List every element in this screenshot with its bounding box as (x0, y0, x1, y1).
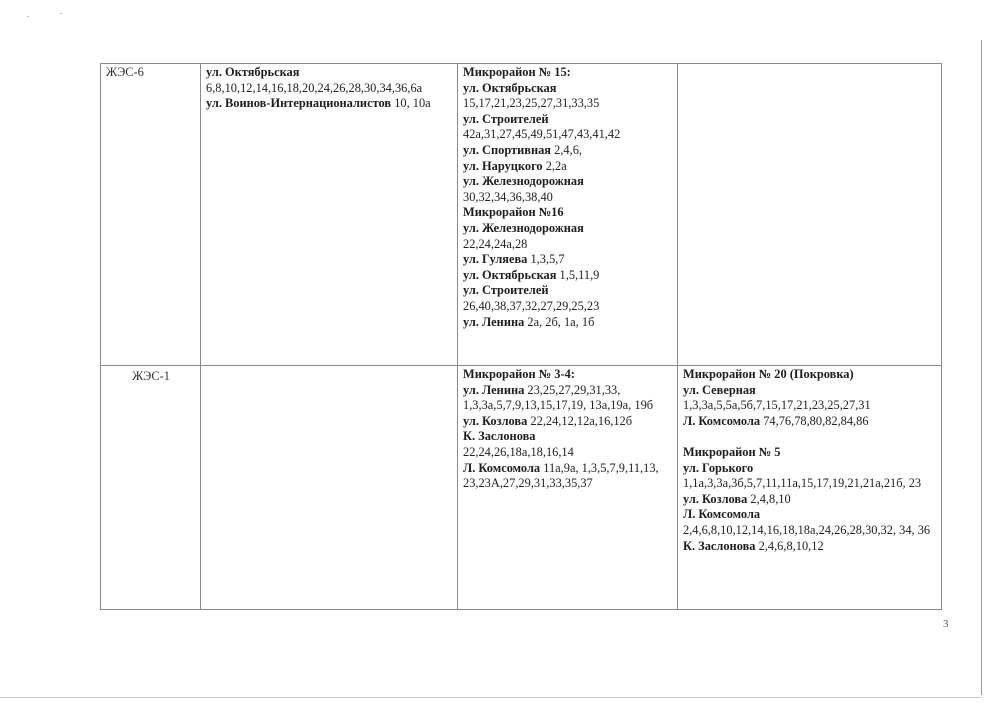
street-entry (463, 159, 673, 175)
street-entry (683, 414, 937, 430)
extra-cell (678, 64, 942, 366)
organization-name: ЖЭС-1 (132, 369, 170, 383)
scan-speck (60, 13, 62, 14)
street-entry (463, 383, 673, 414)
microdistrict-heading: Микрорайон № 20 (Покровка) (683, 367, 854, 381)
house-numbers: 10, 10а (394, 96, 431, 111)
street-entry (463, 174, 673, 205)
microdistrict-heading: Микрорайон № 5 (683, 444, 781, 459)
house-numbers: 6,8,10,12,14,16,18,20,24,26,28,30,34,36,6а (206, 80, 423, 95)
street-entry (463, 252, 673, 268)
house-numbers: 2,2а (545, 158, 567, 173)
streets-cell (201, 366, 458, 610)
street-name: ул. Железнодорожная (463, 174, 584, 189)
streets-cell (201, 64, 458, 366)
house-numbers: 11а,9а, 1,3,5,7,9,11,13, 23,23А,27,29,31,33,35,37 (463, 460, 659, 491)
street-entry (683, 507, 937, 538)
street-entry (463, 112, 673, 143)
microdistrict-heading: Микрорайон № 3-4: (463, 367, 575, 381)
street-entry (683, 461, 937, 492)
street-entry (206, 65, 453, 96)
house-numbers: 2а, 2б, 1а, 1б (527, 314, 595, 329)
street-name: ул. Октябрьская (463, 267, 557, 282)
house-numbers: 23,25,27,29,31,33, 1,3,3а,5,7,9,13,15,17,19, 13а,19а, 19б (463, 382, 654, 413)
microdistrict-cell (458, 366, 678, 610)
house-numbers: 1,5,11,9 (559, 267, 600, 282)
house-numbers: 1,3,3а,5,5а,5б,7,15,17,21,23,25,27,31 (683, 398, 871, 413)
street-name: ул. Октябрьская (463, 80, 557, 95)
house-numbers: 2,4,6, (554, 142, 582, 157)
house-numbers: 22,24,26,18а,18,16,14 (463, 444, 574, 459)
page-number: 3 (943, 618, 949, 630)
house-numbers: 1,1а,3,3а,3б,5,7,11,11а,15,17,19,21,21а,21б, 23 (683, 476, 922, 491)
street-entry (463, 429, 673, 460)
street-name: ул. Горького (683, 460, 754, 475)
street-entry (683, 539, 937, 555)
organization-name: ЖЭС-6 (106, 65, 144, 79)
spacer (683, 429, 937, 445)
street-name: ул. Воинов-Интернационалистов (206, 96, 392, 111)
street-name: ул. Строителей (463, 283, 549, 298)
street-entry (463, 414, 673, 430)
house-numbers: 2,4,8,10 (750, 491, 791, 506)
organization-cell (101, 366, 201, 610)
microdistrict-cell (678, 366, 942, 610)
street-name: Л. Комсомола (683, 413, 761, 428)
table-row (101, 64, 942, 366)
table-row (101, 366, 942, 610)
street-entry (463, 221, 673, 252)
house-numbers: 15,17,21,23,25,27,31,33,35 (463, 96, 600, 111)
street-name: ул. Железнодорожная (463, 220, 584, 235)
microdistrict-heading: Микрорайон №16 (463, 205, 564, 220)
house-numbers: 26,40,38,37,32,27,29,25,23 (463, 298, 600, 313)
organization-cell (101, 64, 201, 366)
house-numbers: 2,4,6,8,10,12,14,16,18,18а,24,26,28,30,32, 34, 36 (683, 522, 931, 537)
street-entry (463, 315, 673, 331)
street-name: ул. Козлова (463, 413, 528, 428)
street-entry (463, 283, 673, 314)
house-numbers: 22,24,24а,28 (463, 236, 528, 251)
street-entry (463, 461, 673, 492)
street-name: К. Заслонова (683, 538, 756, 553)
street-entry (463, 81, 673, 112)
microdistrict-heading: Микрорайон № 15: (463, 65, 571, 79)
scan-speck (27, 16, 29, 17)
street-entry (463, 268, 673, 284)
house-numbers: 1,3,5,7 (530, 252, 565, 267)
street-name: ул. Ленина (463, 382, 525, 397)
address-table (100, 63, 942, 610)
street-name: Л. Комсомола (463, 460, 541, 475)
street-name: Л. Комсомола (683, 507, 761, 522)
street-name: К. Заслонова (463, 429, 536, 444)
house-numbers: 2,4,6,8,10,12 (758, 538, 824, 553)
microdistrict-cell (458, 64, 678, 366)
street-entry (683, 492, 937, 508)
street-name: ул. Ленина (463, 314, 525, 329)
house-numbers: 42а,31,27,45,49,51,47,43,41,42 (463, 127, 621, 142)
street-name: ул. Спортивная (463, 142, 551, 157)
street-entry (463, 143, 673, 159)
street-name: ул. Гуляева (463, 252, 528, 267)
street-entry (206, 96, 453, 112)
street-name: ул. Северная (683, 382, 756, 397)
street-entry (683, 383, 937, 414)
page-edge (981, 40, 982, 695)
street-name: ул. Козлова (683, 491, 748, 506)
street-name: ул. Строителей (463, 111, 549, 126)
street-name: ул. Наруцкого (463, 158, 543, 173)
house-numbers: 30,32,34,36,38,40 (463, 189, 553, 204)
street-name: ул. Октябрьская (206, 65, 300, 79)
page-edge (0, 697, 982, 698)
house-numbers: 74,76,78,80,82,84,86 (763, 413, 869, 428)
house-numbers: 22,24,12,12а,16,12б (530, 413, 633, 428)
